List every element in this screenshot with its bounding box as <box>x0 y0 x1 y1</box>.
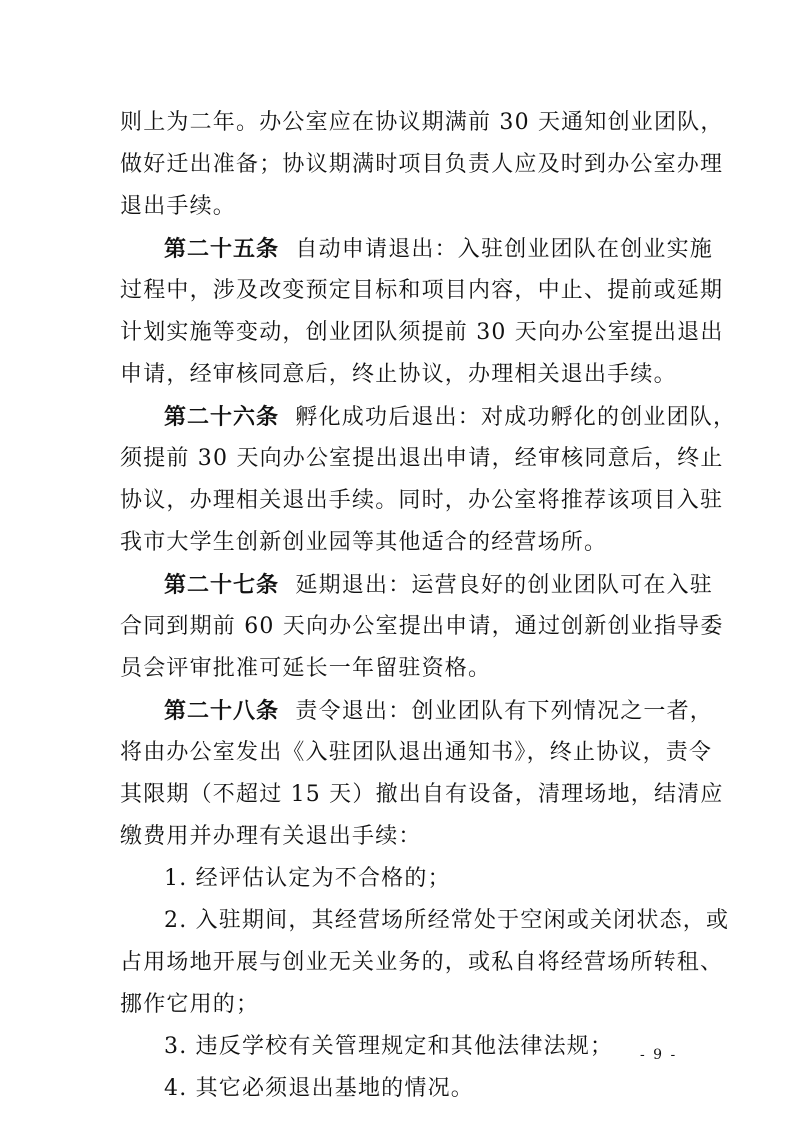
paragraph-line: 协议，办理相关退出手续。同时，办公室将推荐该项目入驻 <box>120 488 724 513</box>
paragraph-line: 须提前 30 天向办公室提出退出申请，经审核同意后，终止 <box>120 446 724 471</box>
paragraph-line: 过程中，涉及改变预定目标和项目内容，中止、提前或延期 <box>120 278 724 303</box>
paragraph-line: 缴费用并办理有关退出手续： <box>120 824 422 849</box>
paragraph-line: 员会评审批准可延长一年留驻资格。 <box>120 656 492 681</box>
paragraph-line: 占用场地开展与创业无关业务的，或私自将经营场所转租、 <box>120 950 724 975</box>
article-27-first-line <box>164 570 713 601</box>
paragraph-line: 延期退出：运营良好的创业团队可在入驻 <box>295 573 714 598</box>
article-25-first-line <box>164 234 713 265</box>
paragraph-line: 责令退出：创业团队有下列情况之一者， <box>295 699 714 724</box>
paragraph-line: 孵化成功后退出：对成功孵化的创业团队， <box>295 405 737 430</box>
list-item-3: 3. 违反学校有关管理规定和其他法律法规； <box>164 1034 614 1059</box>
article-26-first-line <box>164 402 736 433</box>
article-28-heading: 第二十八条 <box>164 698 280 724</box>
paragraph-line: 做好迁出准备；协议期满时项目负责人应及时到办公室办理 <box>120 152 724 177</box>
paragraph-line: 合同到期前 60 天向办公室提出申请，通过创新创业指导委 <box>120 614 724 639</box>
paragraph-line: 申请，经审核同意后，终止协议，办理相关退出手续。 <box>120 362 677 387</box>
paragraph-line: 计划实施等变动，创业团队须提前 30 天向办公室提出退出 <box>120 320 724 345</box>
paragraph-line: 退出手续。 <box>120 194 237 219</box>
paragraph-line: 自动申请退出：入驻创业团队在创业实施 <box>295 237 714 262</box>
paragraph-line: 挪作它用的； <box>120 992 260 1017</box>
list-item-2: 2. 入驻期间，其经营场所经常处于空闲或关闭状态，或 <box>164 908 730 933</box>
paragraph-line: 则上为二年。办公室应在协议期满前 30 天通知创业团队， <box>120 110 724 135</box>
article-26-heading: 第二十六条 <box>164 404 280 430</box>
paragraph-line: 将由办公室发出《入驻团队退出通知书》，终止协议，责令 <box>120 740 713 765</box>
page-number: - 9 - <box>640 1047 678 1063</box>
article-28-first-line <box>164 696 713 727</box>
list-item-4: 4. 其它必须退出基地的情况。 <box>164 1076 474 1101</box>
paragraph-line: 我市大学生创新创业园等其他适合的经营场所。 <box>120 530 608 555</box>
article-25-heading: 第二十五条 <box>164 236 280 262</box>
article-27-heading: 第二十七条 <box>164 572 280 598</box>
list-item-1: 1. 经评估认定为不合格的； <box>164 866 451 891</box>
paragraph-line: 其限期（不超过 15 天）撤出自有设备，清理场地，结清应 <box>120 782 724 807</box>
